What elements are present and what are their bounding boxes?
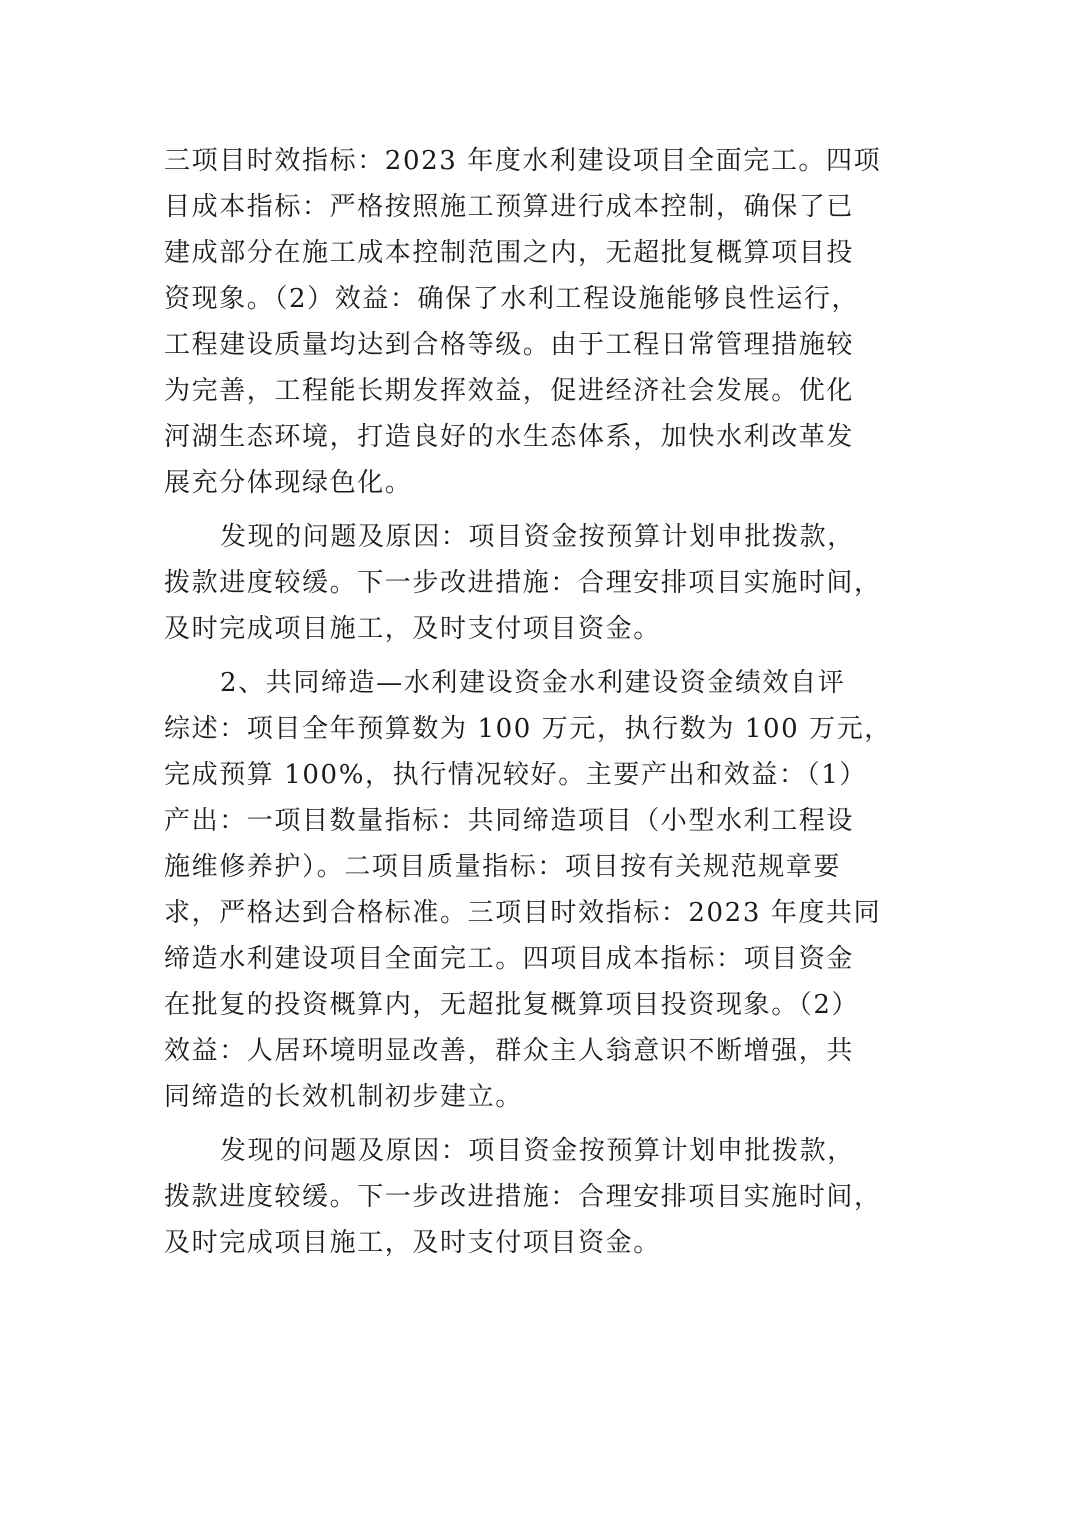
text-line: 综述：项目全年预算数为 100 万元，执行数为 100 万元， xyxy=(164,714,892,744)
text-line: 为完善，工程能长期发挥效益，促进经济社会发展。优化 xyxy=(164,376,855,406)
text-line: 在批复的投资概算内，无超批复概算项目投资现象。（2） xyxy=(164,990,860,1020)
text-line: 施维修养护）。二项目质量指标：项目按有关规范规章要 xyxy=(164,852,842,882)
text-line: 产出：一项目数量指标：共同缔造项目（小型水利工程设 xyxy=(164,806,855,836)
text-line: 拨款进度较缓。下一步改进措施：合理安排项目实施时间， xyxy=(164,1182,882,1212)
text-line: 及时完成项目施工，及时支付项目资金。 xyxy=(164,614,661,644)
text-line: 目成本指标：严格按照施工预算进行成本控制，确保了已 xyxy=(164,192,855,222)
text-line: 三项目时效指标：2023 年度水利建设项目全面完工。四项 xyxy=(164,146,882,176)
text-line: 建成部分在施工成本控制范围之内，无超批复概算项目投 xyxy=(164,238,855,268)
text-line: 完成预算 100%，执行情况较好。主要产出和效益：（1） xyxy=(164,760,867,790)
text-line: 工程建设质量均达到合格等级。由于工程日常管理措施较 xyxy=(164,330,855,360)
text-line: 拨款进度较缓。下一步改进措施：合理安排项目实施时间， xyxy=(164,568,882,598)
text-line: 缔造水利建设项目全面完工。四项目成本指标：项目资金 xyxy=(164,944,855,974)
text-line: 发现的问题及原因：项目资金按预算计划申批拨款， xyxy=(220,1136,855,1166)
paragraph-effects-summary xyxy=(164,138,894,506)
paragraph-problems-1 xyxy=(164,514,894,652)
text-line: 资现象。（2）效益：确保了水利工程设施能够良性运行， xyxy=(164,284,860,314)
paragraph-problems-2 xyxy=(164,1128,894,1266)
text-line: 河湖生态环境，打造良好的水生态体系，加快水利改革发 xyxy=(164,422,855,452)
text-line: 2、共同缔造—水利建设资金水利建设资金绩效自评 xyxy=(220,668,846,698)
text-line: 同缔造的长效机制初步建立。 xyxy=(164,1082,523,1112)
text-line: 及时完成项目施工，及时支付项目资金。 xyxy=(164,1228,661,1258)
text-line: 效益：人居环境明显改善，群众主人翁意识不断增强，共 xyxy=(164,1036,855,1066)
text-line: 展充分体现绿色化。 xyxy=(164,468,413,498)
paragraph-joint-construction xyxy=(164,660,894,1120)
text-line: 求，严格达到合格标准。三项目时效指标：2023 年度共同 xyxy=(164,898,882,928)
body-text xyxy=(164,138,894,1274)
text-line: 发现的问题及原因：项目资金按预算计划申批拨款， xyxy=(220,522,855,552)
